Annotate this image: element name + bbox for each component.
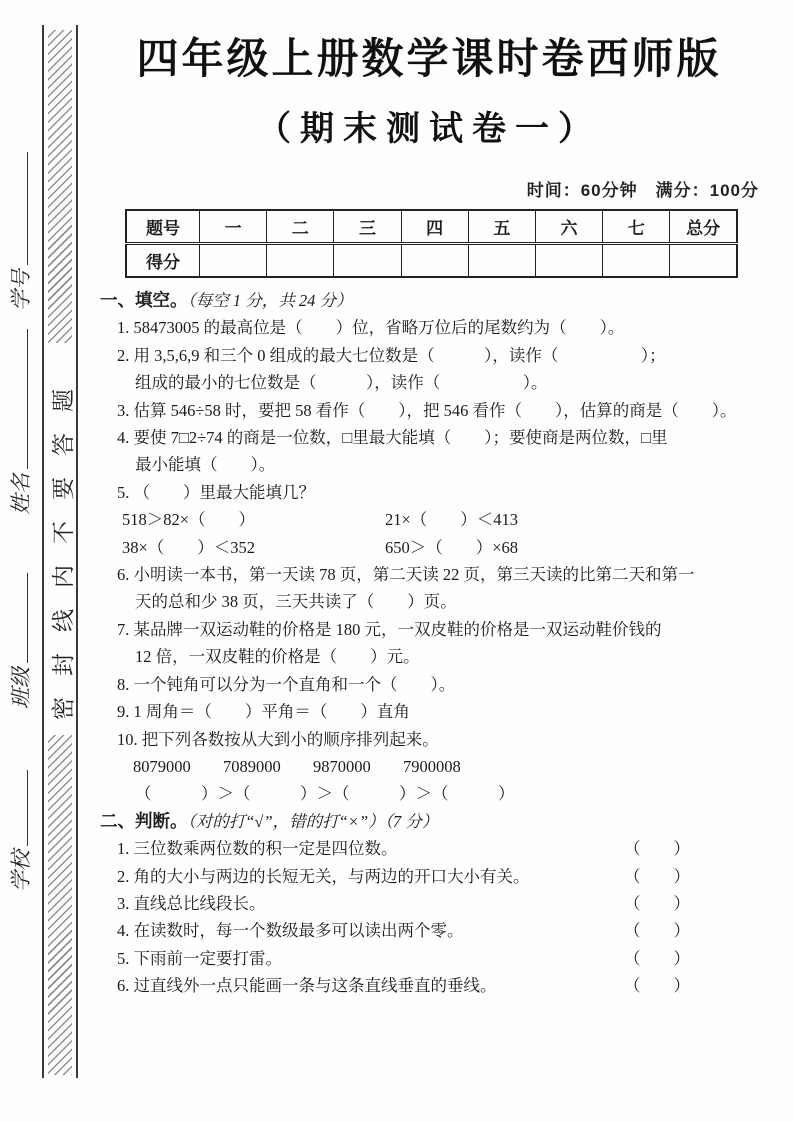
column-header-3: 三: [334, 210, 401, 244]
tf-answer-bracket: （ ）: [624, 976, 690, 996]
question-1: 1. 58473005 的最高位是（ ）位，省略万位后的尾数约为（ ）。: [117, 318, 625, 338]
exam-meta: 时间：60分钟 满分：100分: [526, 181, 759, 200]
question-number-header: 题号: [126, 210, 200, 244]
school-label: 学校: [9, 850, 33, 892]
student-id-label: 学号: [9, 269, 33, 311]
score-table-header-row: [126, 210, 737, 244]
seal-notice-text: 密封线内不要答题: [51, 368, 76, 720]
q10-number-3: 9870000: [313, 756, 371, 776]
column-header-4: 四: [401, 210, 468, 244]
column-header-5: 五: [468, 210, 535, 244]
school-field: [5, 768, 35, 892]
question-4-line-2: 最小能填（ ）。: [135, 455, 276, 475]
tf-answer-bracket: （ ）: [624, 893, 690, 913]
question-7-line-1: 7. 某品牌一双运动鞋的价格是 180 元，一双皮鞋的价格是一双运动鞋价钱的: [117, 619, 662, 639]
q10-number-1: 8079000: [133, 756, 191, 776]
score-cell: [535, 244, 602, 278]
score-table: [125, 209, 738, 278]
question-8: 8. 一个钝角可以分为一个直角和一个（ ）。: [117, 674, 456, 694]
question-2-line-2: 组成的最小的七位数是（ ），读作（ ）。: [135, 373, 548, 393]
question-6-line-1: 6. 小明读一本书，第一天读 78 页，第二天读 22 页，第三天读的比第二天和第一: [117, 565, 695, 585]
question-2-line-1: 2. 用 3,5,6,9 和三个 0 组成的最大七位数是（ ），读作（ ）；: [117, 345, 666, 365]
score-cell: [468, 244, 535, 278]
score-cell: [603, 244, 670, 278]
total-score-header: 总分: [670, 210, 737, 244]
exam-body: [100, 287, 762, 1000]
tf-text: 6. 过直线外一点只能画一条与这条直线垂直的垂线。: [117, 976, 497, 996]
tf-text: 1. 三位数乘两位数的积一定是四位数。: [117, 839, 398, 859]
question-5: 5. （ ）里最大能填几？: [117, 482, 315, 502]
question-6-line-2: 天的总和少 38 页，三天共读了（ ）页。: [135, 592, 457, 612]
q5-expression-2: 21×（ ）＜413: [385, 510, 519, 530]
question-3: 3. 估算 546÷58 时，要把 58 看作（ ），把 546 看作（ ），估算的商是（ ）。: [117, 400, 737, 420]
blank-line: [13, 573, 28, 663]
tf-item-2: [117, 863, 690, 890]
hatch-pattern-top: [48, 30, 72, 343]
blank-line: [13, 329, 28, 469]
section-1-heading: [100, 287, 762, 314]
question-10-answer-line: （ ）＞（ ）＞（ ）＞（ ）: [135, 784, 515, 804]
tf-text: 3. 直线总比线段长。: [117, 893, 266, 913]
tf-answer-bracket: （ ）: [624, 921, 690, 941]
score-cell: [401, 244, 468, 278]
tf-answer-bracket: （ ）: [624, 839, 690, 859]
class-field: [5, 569, 35, 709]
score-cell: [200, 244, 267, 278]
question-7-line-2: 12 倍，一双皮鞋的价格是（ ）元。: [135, 647, 420, 667]
question-10-numbers: [133, 753, 762, 780]
tf-answer-bracket: （ ）: [624, 866, 690, 886]
column-header-1: 一: [200, 210, 267, 244]
score-label-cell: 得分: [126, 244, 200, 278]
section-1-title: 一、填空。: [100, 290, 188, 310]
tf-item-4: [117, 917, 690, 944]
tf-item-1: [117, 835, 690, 862]
score-cell: [334, 244, 401, 278]
tf-text: 5. 下雨前一定要打雷。: [117, 948, 282, 968]
q10-number-2: 7089000: [223, 756, 281, 776]
hatch-pattern-bottom: [48, 735, 72, 1075]
section-2-heading: [100, 808, 762, 835]
tf-answer-bracket: （ ）: [624, 948, 690, 968]
blank-line: [13, 152, 28, 265]
score-cell: [267, 244, 334, 278]
student-name-label: 姓名: [9, 473, 33, 515]
student-id-field: [5, 151, 35, 311]
score-row: [126, 244, 737, 278]
section-2-title: 二、判断。: [100, 810, 188, 831]
column-header-7: 七: [603, 210, 670, 244]
question-4-line-1: 4. 要使 7□2÷74 的商是一位数，□里最大能填（ ）；要使商是两位数，□里: [117, 428, 668, 448]
section-1-note: （每空 1 分，共 24 分）: [187, 291, 353, 310]
tf-item-5: [117, 945, 690, 972]
question-5-row-2: [122, 534, 762, 561]
column-header-6: 六: [535, 210, 602, 244]
q5-expression-1: 518＞82×（ ）: [122, 510, 256, 530]
question-5-row-1: [122, 506, 762, 533]
q5-expression-3: 38×（ ）＜352: [122, 537, 256, 557]
question-9: 9. 1 周角＝（ ）平角＝（ ）直角: [117, 702, 410, 722]
blank-line: [13, 770, 28, 846]
page-subtitle: （期末测试卷一）: [257, 110, 601, 148]
score-cell: [670, 244, 737, 278]
q10-number-4: 7900008: [403, 756, 461, 776]
class-label: 班级: [9, 667, 33, 709]
page-title: 四年级上册数学课时卷西师版: [136, 35, 722, 82]
tf-item-6: [117, 972, 690, 999]
q5-expression-4: 650＞（ ）×68: [385, 537, 519, 557]
tf-item-3: [117, 890, 690, 917]
student-name-field: [5, 325, 35, 515]
column-header-2: 二: [267, 210, 334, 244]
section-2-note: （对的打“√”，错的打“×”）（7 分）: [187, 811, 439, 831]
tf-text: 4. 在读数时，每一个数级最多可以读出两个零。: [117, 921, 464, 941]
tf-text: 2. 角的大小与两边的长短无关，与两边的开口大小有关。: [117, 866, 530, 886]
question-10: 10. 把下列各数按从大到小的顺序排列起来。: [117, 729, 439, 749]
